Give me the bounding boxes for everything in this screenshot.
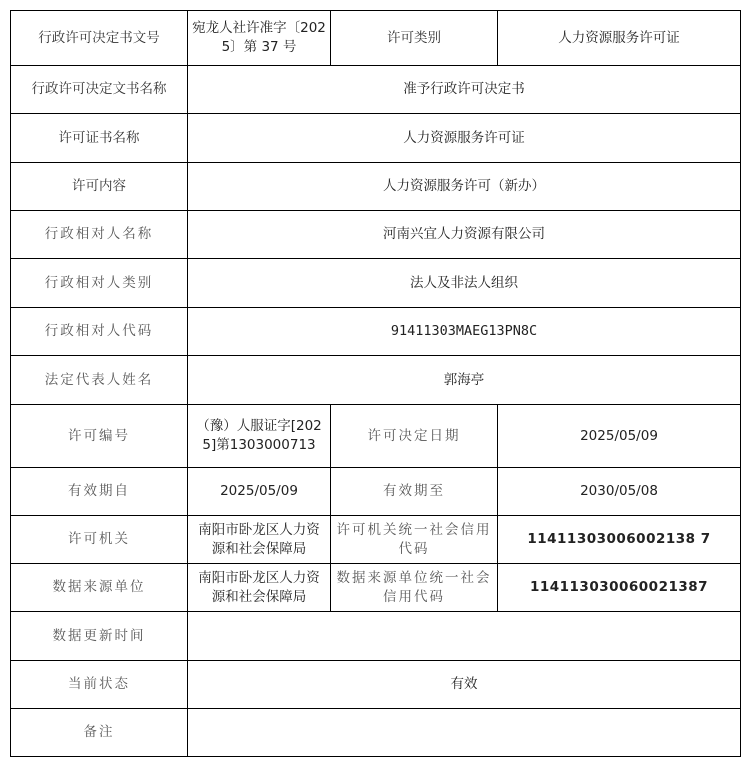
source-code-label: 数据来源单位统一社会信用代码 [331, 564, 498, 612]
certificate-name-value: 人力资源服务许可证 [188, 114, 741, 163]
row-party-type [11, 259, 741, 308]
row-remarks [11, 709, 741, 757]
update-time-value [188, 612, 741, 661]
row-decision-name [11, 66, 741, 114]
update-time-label: 数据更新时间 [11, 612, 188, 661]
row-party-name [11, 211, 741, 259]
source-unit-value: 南阳市卧龙区人力资源和社会保障局 [188, 564, 331, 612]
remarks-value [188, 709, 741, 757]
permit-category-value: 人力资源服务许可证 [498, 11, 741, 66]
authority-label: 许可机关 [11, 516, 188, 564]
row-validity [11, 468, 741, 516]
remarks-label: 备注 [11, 709, 188, 757]
source-unit-label: 数据来源单位 [11, 564, 188, 612]
content-value: 人力资源服务许可（新办） [188, 163, 741, 211]
row-update-time [11, 612, 741, 661]
content-label: 许可内容 [11, 163, 188, 211]
status-label: 当前状态 [11, 661, 188, 709]
authority-value: 南阳市卧龙区人力资源和社会保障局 [188, 516, 331, 564]
decision-name-label: 行政许可决定文书名称 [11, 66, 188, 114]
row-authority [11, 516, 741, 564]
row-decision-no [11, 11, 741, 66]
authority-code-label: 许可机关统一社会信用代码 [331, 516, 498, 564]
party-name-label: 行政相对人名称 [11, 211, 188, 259]
row-certificate-name [11, 114, 741, 163]
valid-to-value: 2030/05/08 [498, 468, 741, 516]
permit-category-label: 许可类别 [331, 11, 498, 66]
status-value: 有效 [188, 661, 741, 709]
authority-code-value: 11411303006002138 7 [498, 516, 741, 564]
valid-from-label: 有效期自 [11, 468, 188, 516]
certificate-name-label: 许可证书名称 [11, 114, 188, 163]
row-party-code [11, 308, 741, 356]
row-permit-no [11, 405, 741, 468]
decision-date-label: 许可决定日期 [331, 405, 498, 468]
permit-no-value: （豫）人服证字[2025]第1303000713 [188, 405, 331, 468]
row-source-unit [11, 564, 741, 612]
party-code-label: 行政相对人代码 [11, 308, 188, 356]
decision-date-value: 2025/05/09 [498, 405, 741, 468]
legal-rep-value: 郭海亭 [188, 356, 741, 405]
decision-no-value: 宛龙人社许准字〔2025〕第 37 号 [188, 11, 331, 66]
row-status [11, 661, 741, 709]
row-legal-rep [11, 356, 741, 405]
party-type-value: 法人及非法人组织 [188, 259, 741, 308]
party-type-label: 行政相对人类别 [11, 259, 188, 308]
valid-from-value: 2025/05/09 [188, 468, 331, 516]
valid-to-label: 有效期至 [331, 468, 498, 516]
decision-no-label: 行政许可决定书文号 [11, 11, 188, 66]
party-code-value: 91411303MAEG13PN8C [188, 308, 741, 356]
decision-name-value: 准予行政许可决定书 [188, 66, 741, 114]
party-name-value: 河南兴宜人力资源有限公司 [188, 211, 741, 259]
row-content [11, 163, 741, 211]
permit-info-table [10, 10, 741, 757]
legal-rep-label: 法定代表人姓名 [11, 356, 188, 405]
source-code-value: 114113030060021387 [498, 564, 741, 612]
permit-no-label: 许可编号 [11, 405, 188, 468]
